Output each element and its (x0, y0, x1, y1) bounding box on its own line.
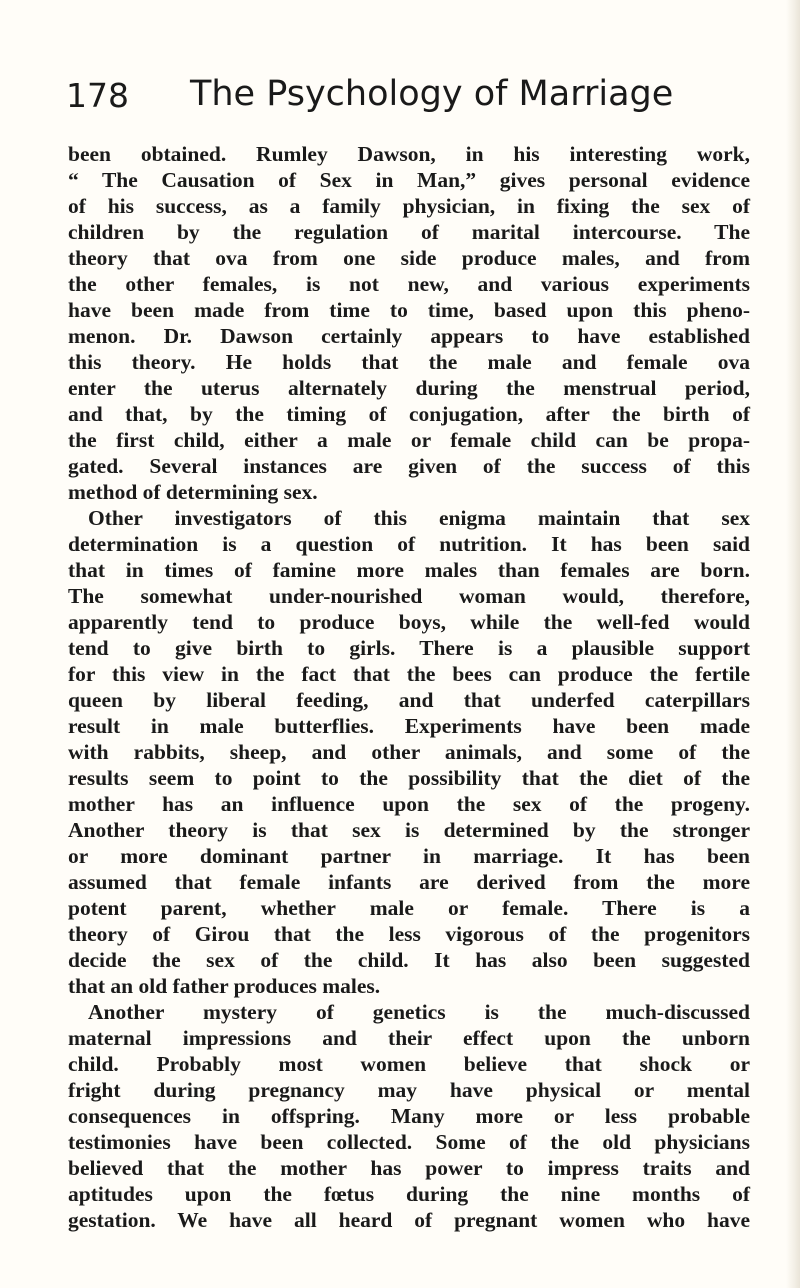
text-line: that an old father produces males. (68, 974, 381, 998)
page-header (66, 70, 746, 130)
text-line: determination is a question of nutrition. It has been said (68, 532, 750, 556)
text-line: Other investigators of this enigma maintain that sex (88, 506, 750, 530)
text-line: aptitudes upon the fœtus during the nine months of (68, 1182, 750, 1206)
text-line: of his success, as a family physician, in fixing the sex of (68, 194, 750, 218)
text-line: decide the sex of the child. It has also been suggested (68, 948, 750, 972)
text-line: result in male butterflies. Experiments have been made (68, 714, 750, 738)
page-number: 178 (66, 76, 129, 115)
text-line: results seem to point to the possibility that the diet of the (68, 766, 750, 790)
text-line: testimonies have been collected. Some of the old physicians (68, 1130, 750, 1154)
body-text (68, 141, 750, 1233)
running-title: The Psychology of Marriage (190, 74, 674, 114)
text-line: Another mystery of genetics is the much-discussed (88, 1000, 750, 1024)
text-line: Another theory is that sex is determined by the stronger (68, 818, 750, 842)
text-line: or more dominant partner in marriage. It has been (68, 844, 750, 868)
text-line: gated. Several instances are given of the success of this (68, 454, 750, 478)
text-line: for this view in the fact that the bees can produce the fertile (68, 662, 750, 686)
text-line: have been made from time to time, based upon this pheno- (68, 298, 750, 322)
text-line: consequences in offspring. Many more or less probable (68, 1104, 750, 1128)
text-line: “ The Causation of Sex in Man,” gives personal evidence (68, 168, 750, 192)
text-line: fright during pregnancy may have physical or mental (68, 1078, 750, 1102)
text-line: enter the uterus alternately during the menstrual period, (68, 376, 750, 400)
text-line: with rabbits, sheep, and other animals, and some of the (68, 740, 750, 764)
text-line: apparently tend to produce boys, while the well-fed would (68, 610, 750, 634)
text-line: queen by liberal feeding, and that underfed caterpillars (68, 688, 750, 712)
text-line: the other females, is not new, and various experiments (68, 272, 750, 296)
text-line: that in times of famine more males than females are born. (68, 558, 750, 582)
text-line: potent parent, whether male or female. There is a (68, 896, 750, 920)
text-line: believed that the mother has power to impress traits and (68, 1156, 750, 1180)
text-line: theory of Girou that the less vigorous of the progenitors (68, 922, 750, 946)
text-line: gestation. We have all heard of pregnant women who have (68, 1208, 750, 1232)
text-line: theory that ova from one side produce males, and from (68, 246, 750, 270)
text-line: method of determining sex. (68, 480, 318, 504)
text-line: mother has an influence upon the sex of the progeny. (68, 792, 750, 816)
text-line: menon. Dr. Dawson certainly appears to have established (68, 324, 750, 348)
text-line: assumed that female infants are derived from the more (68, 870, 750, 894)
text-line: and that, by the timing of conjugation, after the birth of (68, 402, 750, 426)
text-line: the first child, either a male or female child can be propa- (68, 428, 750, 452)
text-line: this theory. He holds that the male and female ova (68, 350, 750, 374)
text-line: been obtained. Rumley Dawson, in his interesting work, (68, 142, 750, 166)
text-line: tend to give birth to girls. There is a plausible support (68, 636, 750, 660)
text-line: children by the regulation of marital intercourse. The (68, 220, 750, 244)
text-line: maternal impressions and their effect upon the unborn (68, 1026, 750, 1050)
text-line: The somewhat under-nourished woman would, therefore, (68, 584, 750, 608)
text-line: child. Probably most women believe that shock or (68, 1052, 750, 1076)
page-edge-shadow (786, 0, 800, 1288)
